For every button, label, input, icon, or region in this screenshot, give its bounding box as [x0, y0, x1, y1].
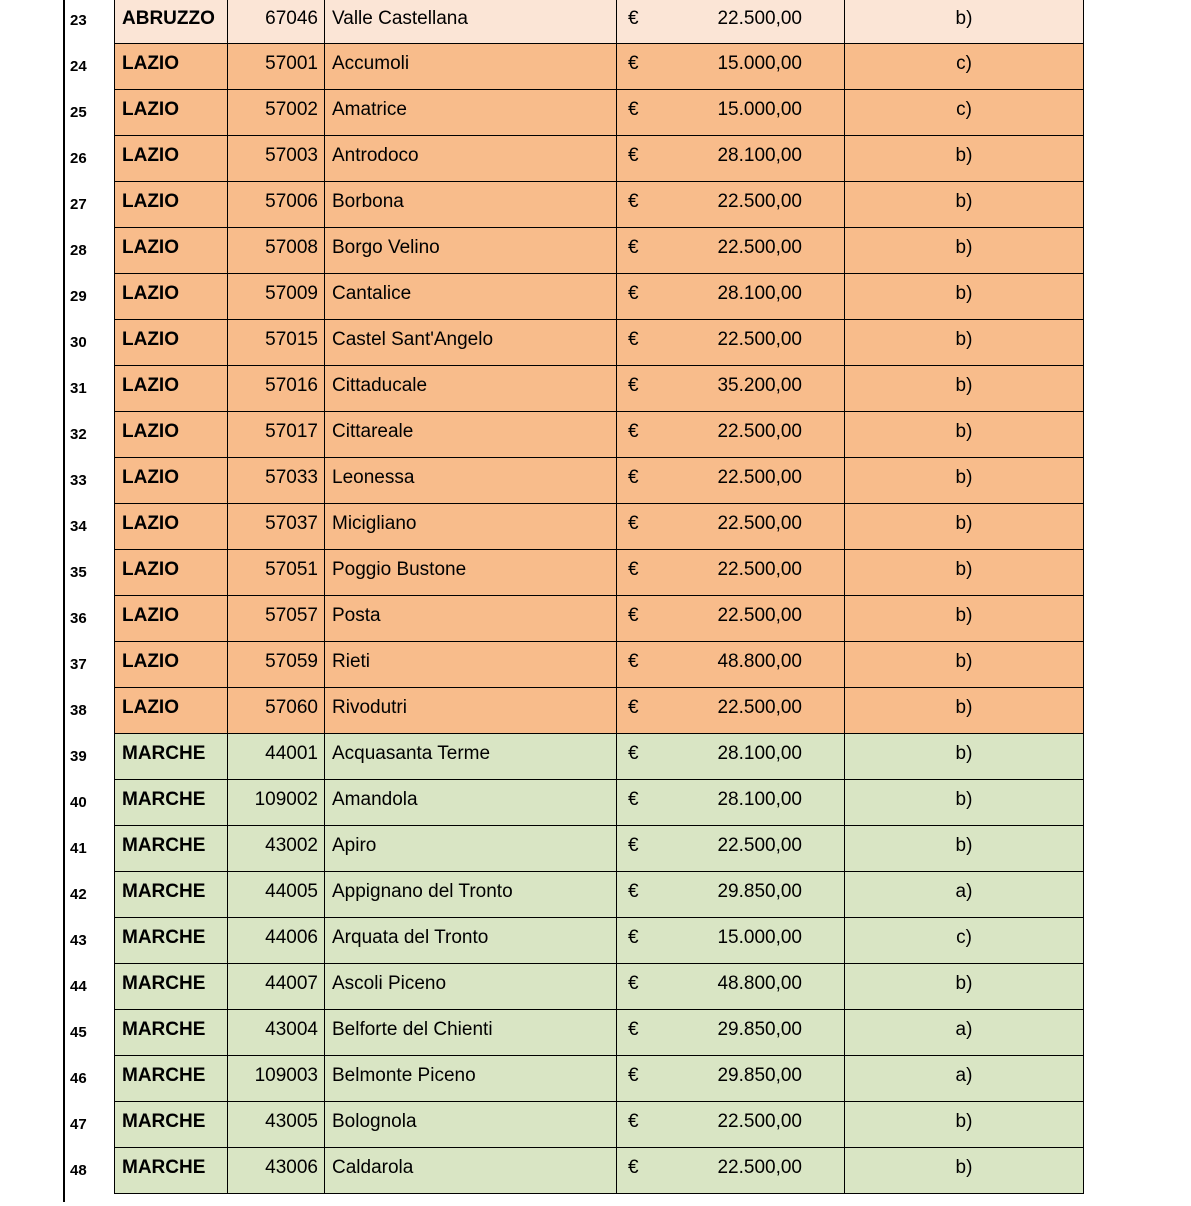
- region-cell: LAZIO: [115, 274, 228, 319]
- region-cell: MARCHE: [115, 1148, 228, 1193]
- currency-symbol-cell: €: [628, 973, 639, 994]
- category-cell: b): [955, 1111, 973, 1132]
- category-cell: b): [955, 789, 973, 810]
- istat-code-cell: 57001: [228, 44, 325, 89]
- row-number: 39: [70, 748, 87, 765]
- row-number: 31: [70, 380, 87, 397]
- table-row: [0, 550, 1191, 596]
- row-number: 35: [70, 564, 87, 581]
- municipality-name-cell: Castel Sant'Angelo: [325, 320, 617, 365]
- row-number: 29: [70, 288, 87, 305]
- region-cell: LAZIO: [115, 458, 228, 503]
- municipality-name-cell: Ascoli Piceno: [325, 964, 617, 1009]
- istat-code-cell: 57037: [228, 504, 325, 549]
- amount-cell: 29.850,00: [657, 1010, 845, 1055]
- table-row: [0, 780, 1191, 826]
- table-row: [0, 504, 1191, 550]
- currency-symbol-cell: €: [628, 1065, 639, 1086]
- row-number: 40: [70, 794, 87, 811]
- table-row: [0, 1056, 1191, 1102]
- category-cell: b): [955, 1157, 973, 1178]
- category-cell: a): [955, 1019, 973, 1040]
- amount-cell: 15.000,00: [657, 44, 845, 89]
- row-number: 38: [70, 702, 87, 719]
- currency-symbol-cell: €: [628, 513, 639, 534]
- region-cell: MARCHE: [115, 1010, 228, 1055]
- row-cells: [114, 826, 1084, 872]
- istat-code-cell: 43006: [228, 1148, 325, 1193]
- istat-code-cell: 44007: [228, 964, 325, 1009]
- table-row: [0, 274, 1191, 320]
- row-cells: [114, 366, 1084, 412]
- istat-code-cell: 57033: [228, 458, 325, 503]
- row-cells: [114, 182, 1084, 228]
- amount-cell: 22.500,00: [657, 826, 845, 871]
- municipality-name-cell: Belforte del Chienti: [325, 1010, 617, 1055]
- category-cell: b): [955, 743, 973, 764]
- row-number: 23: [70, 12, 87, 29]
- table-row: [0, 872, 1191, 918]
- table-row: [0, 826, 1191, 872]
- row-number: 27: [70, 196, 87, 213]
- amount-cell: 28.100,00: [657, 780, 845, 825]
- category-cell: b): [955, 375, 973, 396]
- amount-cell: 28.100,00: [657, 734, 845, 779]
- table-row: [0, 1102, 1191, 1148]
- region-cell: ABRUZZO: [115, 0, 228, 44]
- region-cell: LAZIO: [115, 504, 228, 549]
- row-cells: [114, 1148, 1084, 1194]
- category-cell: b): [955, 513, 973, 534]
- amount-cell: 28.100,00: [657, 136, 845, 181]
- istat-code-cell: 57057: [228, 596, 325, 641]
- istat-code-cell: 43002: [228, 826, 325, 871]
- currency-symbol-cell: €: [628, 881, 639, 902]
- region-cell: LAZIO: [115, 228, 228, 273]
- amount-cell: 29.850,00: [657, 872, 845, 917]
- amount-cell: 22.500,00: [657, 688, 845, 733]
- currency-symbol-cell: €: [628, 835, 639, 856]
- istat-code-cell: 43004: [228, 1010, 325, 1055]
- currency-symbol-cell: €: [628, 651, 639, 672]
- region-cell: LAZIO: [115, 366, 228, 411]
- table-row: [0, 90, 1191, 136]
- region-cell: LAZIO: [115, 44, 228, 89]
- row-cells: [114, 734, 1084, 780]
- category-cell: b): [955, 973, 973, 994]
- row-number: 34: [70, 518, 87, 535]
- category-cell: b): [955, 329, 973, 350]
- currency-symbol-cell: €: [628, 697, 639, 718]
- municipality-name-cell: Bolognola: [325, 1102, 617, 1147]
- istat-code-cell: 44001: [228, 734, 325, 779]
- amount-cell: 35.200,00: [657, 366, 845, 411]
- currency-symbol-cell: €: [628, 329, 639, 350]
- table-row: [0, 228, 1191, 274]
- amount-cell: 29.850,00: [657, 1056, 845, 1101]
- row-cells: [114, 228, 1084, 274]
- row-cells: [114, 320, 1084, 366]
- row-cells: [114, 918, 1084, 964]
- istat-code-cell: 57060: [228, 688, 325, 733]
- row-cells: [114, 872, 1084, 918]
- table-row: [0, 320, 1191, 366]
- row-number: 47: [70, 1116, 87, 1133]
- istat-code-cell: 57017: [228, 412, 325, 457]
- row-number: 32: [70, 426, 87, 443]
- row-number: 30: [70, 334, 87, 351]
- row-number: 37: [70, 656, 87, 673]
- currency-symbol-cell: €: [628, 559, 639, 580]
- municipality-name-cell: Apiro: [325, 826, 617, 871]
- municipality-name-cell: Rieti: [325, 642, 617, 687]
- istat-code-cell: 57008: [228, 228, 325, 273]
- row-number: 25: [70, 104, 87, 121]
- row-cells: [114, 780, 1084, 826]
- municipality-name-cell: Caldarola: [325, 1148, 617, 1193]
- table-row: [0, 1148, 1191, 1194]
- amount-cell: 22.500,00: [657, 596, 845, 641]
- category-cell: c): [956, 927, 972, 948]
- region-cell: MARCHE: [115, 780, 228, 825]
- currency-symbol-cell: €: [628, 8, 639, 29]
- row-cells: [114, 550, 1084, 596]
- row-cells: [114, 90, 1084, 136]
- municipality-name-cell: Appignano del Tronto: [325, 872, 617, 917]
- amount-cell: 28.100,00: [657, 274, 845, 319]
- region-cell: LAZIO: [115, 688, 228, 733]
- row-number: 45: [70, 1024, 87, 1041]
- row-number: 43: [70, 932, 87, 949]
- table-row: [0, 688, 1191, 734]
- category-cell: b): [955, 283, 973, 304]
- table-row: [0, 412, 1191, 458]
- currency-symbol-cell: €: [628, 467, 639, 488]
- amount-cell: 22.500,00: [657, 182, 845, 227]
- amount-cell: 22.500,00: [657, 228, 845, 273]
- row-cells: [114, 504, 1084, 550]
- amount-cell: 22.500,00: [657, 550, 845, 595]
- table-row: [0, 182, 1191, 228]
- municipality-name-cell: Borgo Velino: [325, 228, 617, 273]
- istat-code-cell: 57016: [228, 366, 325, 411]
- amount-cell: 22.500,00: [657, 320, 845, 365]
- category-cell: a): [955, 1065, 973, 1086]
- region-cell: MARCHE: [115, 734, 228, 779]
- row-cells: [114, 1056, 1084, 1102]
- istat-code-cell: 57006: [228, 182, 325, 227]
- row-cells: [114, 688, 1084, 734]
- region-cell: MARCHE: [115, 872, 228, 917]
- category-cell: b): [955, 835, 973, 856]
- amount-cell: 22.500,00: [657, 412, 845, 457]
- municipality-name-cell: Borbona: [325, 182, 617, 227]
- currency-symbol-cell: €: [628, 191, 639, 212]
- region-cell: MARCHE: [115, 964, 228, 1009]
- municipality-name-cell: Amatrice: [325, 90, 617, 135]
- currency-symbol-cell: €: [628, 421, 639, 442]
- row-number: 48: [70, 1162, 87, 1179]
- municipality-name-cell: Posta: [325, 596, 617, 641]
- row-number: 33: [70, 472, 87, 489]
- municipality-name-cell: Rivodutri: [325, 688, 617, 733]
- municipality-name-cell: Cittaducale: [325, 366, 617, 411]
- istat-code-cell: 57015: [228, 320, 325, 365]
- currency-symbol-cell: €: [628, 789, 639, 810]
- region-cell: MARCHE: [115, 826, 228, 871]
- region-cell: LAZIO: [115, 550, 228, 595]
- currency-symbol-cell: €: [628, 1111, 639, 1132]
- category-cell: b): [955, 651, 973, 672]
- row-number: 46: [70, 1070, 87, 1087]
- region-cell: LAZIO: [115, 596, 228, 641]
- istat-code-cell: 109002: [228, 780, 325, 825]
- row-cells: [114, 642, 1084, 688]
- row-cells: [114, 1102, 1084, 1148]
- category-cell: c): [956, 99, 972, 120]
- table-row: [0, 458, 1191, 504]
- category-cell: b): [955, 559, 973, 580]
- category-cell: b): [955, 467, 973, 488]
- row-cells: [114, 44, 1084, 90]
- category-cell: b): [955, 8, 973, 29]
- amount-cell: 48.800,00: [657, 964, 845, 1009]
- istat-code-cell: 57009: [228, 274, 325, 319]
- row-number: 28: [70, 242, 87, 259]
- category-cell: a): [955, 881, 973, 902]
- municipality-name-cell: Arquata del Tronto: [325, 918, 617, 963]
- row-number: 26: [70, 150, 87, 167]
- row-cells: [114, 1010, 1084, 1056]
- region-cell: LAZIO: [115, 320, 228, 365]
- table-row: [0, 44, 1191, 90]
- row-cells: [114, 596, 1084, 642]
- municipality-name-cell: Cantalice: [325, 274, 617, 319]
- category-cell: b): [955, 421, 973, 442]
- istat-code-cell: 57059: [228, 642, 325, 687]
- row-cells: [114, 964, 1084, 1010]
- table-row: [0, 734, 1191, 780]
- istat-code-cell: 43005: [228, 1102, 325, 1147]
- row-number: 44: [70, 978, 87, 995]
- row-number: 24: [70, 58, 87, 75]
- row-cells: [114, 458, 1084, 504]
- municipality-name-cell: Accumoli: [325, 44, 617, 89]
- table-row: [0, 136, 1191, 182]
- table-row: [0, 366, 1191, 412]
- currency-symbol-cell: €: [628, 927, 639, 948]
- currency-symbol-cell: €: [628, 1157, 639, 1178]
- municipality-name-cell: Valle Castellana: [325, 0, 617, 44]
- region-cell: LAZIO: [115, 642, 228, 687]
- region-cell: LAZIO: [115, 412, 228, 457]
- istat-code-cell: 57051: [228, 550, 325, 595]
- category-cell: b): [955, 697, 973, 718]
- category-cell: b): [955, 191, 973, 212]
- amount-cell: 22.500,00: [657, 458, 845, 503]
- table-row: [0, 964, 1191, 1010]
- istat-code-cell: 109003: [228, 1056, 325, 1101]
- table-row: [0, 918, 1191, 964]
- currency-symbol-cell: €: [628, 145, 639, 166]
- istat-code-cell: 67046: [228, 0, 325, 44]
- row-number: 41: [70, 840, 87, 857]
- row-number: 36: [70, 610, 87, 627]
- table-row: [0, 0, 1191, 44]
- istat-code-cell: 44006: [228, 918, 325, 963]
- currency-symbol-cell: €: [628, 375, 639, 396]
- currency-symbol-cell: €: [628, 283, 639, 304]
- istat-code-cell: 57002: [228, 90, 325, 135]
- region-cell: MARCHE: [115, 918, 228, 963]
- amount-cell: 15.000,00: [657, 90, 845, 135]
- region-cell: MARCHE: [115, 1056, 228, 1101]
- category-cell: b): [955, 237, 973, 258]
- istat-code-cell: 57003: [228, 136, 325, 181]
- amount-cell: 22.500,00: [657, 1102, 845, 1147]
- amount-cell: 22.500,00: [657, 1148, 845, 1193]
- amount-cell: 22.500,00: [657, 0, 845, 44]
- region-cell: LAZIO: [115, 90, 228, 135]
- currency-symbol-cell: €: [628, 53, 639, 74]
- currency-symbol-cell: €: [628, 605, 639, 626]
- currency-symbol-cell: €: [628, 743, 639, 764]
- amount-cell: 22.500,00: [657, 504, 845, 549]
- table-row: [0, 642, 1191, 688]
- row-number: 42: [70, 886, 87, 903]
- municipality-name-cell: Acquasanta Terme: [325, 734, 617, 779]
- category-cell: b): [955, 605, 973, 626]
- region-cell: MARCHE: [115, 1102, 228, 1147]
- region-cell: LAZIO: [115, 136, 228, 181]
- amount-cell: 48.800,00: [657, 642, 845, 687]
- row-cells: [114, 136, 1084, 182]
- municipality-name-cell: Poggio Bustone: [325, 550, 617, 595]
- municipality-name-cell: Amandola: [325, 780, 617, 825]
- currency-symbol-cell: €: [628, 99, 639, 120]
- currency-symbol-cell: €: [628, 1019, 639, 1040]
- row-cells: [114, 412, 1084, 458]
- istat-code-cell: 44005: [228, 872, 325, 917]
- region-cell: LAZIO: [115, 182, 228, 227]
- municipality-name-cell: Micigliano: [325, 504, 617, 549]
- table-row: [0, 1010, 1191, 1056]
- row-cells: [114, 0, 1084, 44]
- municipality-name-cell: Belmonte Piceno: [325, 1056, 617, 1101]
- municipality-name-cell: Antrodoco: [325, 136, 617, 181]
- municipality-name-cell: Cittareale: [325, 412, 617, 457]
- table-row: [0, 596, 1191, 642]
- amount-cell: 15.000,00: [657, 918, 845, 963]
- category-cell: c): [956, 53, 972, 74]
- row-cells: [114, 274, 1084, 320]
- municipality-name-cell: Leonessa: [325, 458, 617, 503]
- category-cell: b): [955, 145, 973, 166]
- currency-symbol-cell: €: [628, 237, 639, 258]
